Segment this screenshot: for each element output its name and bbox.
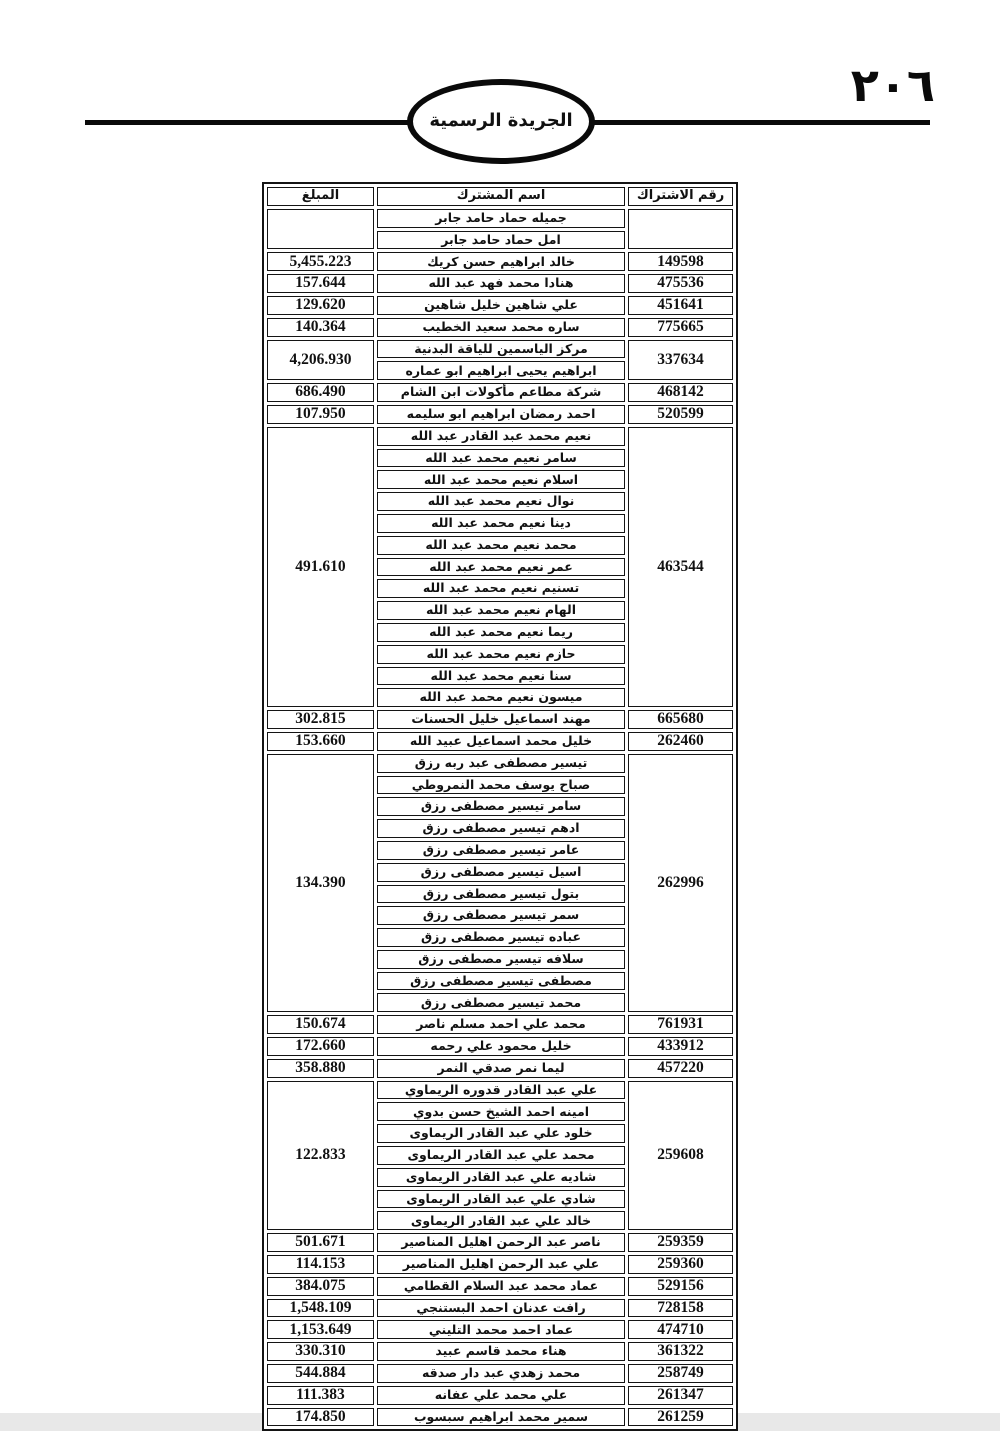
- subscriber-name-cell: علي عبد الرحمن اهليل المناصير: [377, 1255, 625, 1274]
- subscription-number-cell: [628, 209, 733, 250]
- amount-cell: 1,548.109: [267, 1299, 374, 1318]
- subscription-number-cell: 259608: [628, 1081, 733, 1231]
- table-row: [267, 1342, 733, 1361]
- subscriber-name-cell: دينا نعيم محمد عبد الله: [377, 514, 625, 533]
- amount-cell: 330.310: [267, 1342, 374, 1361]
- subscriber-name-cell: سامر تيسير مصطفى رزق: [377, 797, 625, 816]
- subscriber-name-cell: بتول تيسير مصطفى رزق: [377, 885, 625, 904]
- amount-cell: 174.850: [267, 1408, 374, 1427]
- subscriber-name-cell: عماد احمد محمد التليني: [377, 1320, 625, 1339]
- table-row: [267, 1299, 733, 1318]
- table-row: [267, 274, 733, 293]
- subscriber-name-cell: سنا نعيم محمد عبد الله: [377, 667, 625, 686]
- col-header-subscriber-name: اسم المشترك: [377, 187, 625, 206]
- gazette-banner-oval: [407, 79, 595, 164]
- subscriber-name-cell: شركة مطاعم مأكولات ابن الشام: [377, 383, 625, 402]
- table-row: [267, 340, 733, 359]
- table-row: [267, 383, 733, 402]
- amount-cell: 686.490: [267, 383, 374, 402]
- amount-cell: 150.674: [267, 1015, 374, 1034]
- subscriber-name-cell: محمد زهدي عبد دار صدقه: [377, 1364, 625, 1383]
- amount-cell: 111.383: [267, 1386, 374, 1405]
- subscription-number-cell: 361322: [628, 1342, 733, 1361]
- subscriber-name-cell: ادهم تيسير مصطفى رزق: [377, 819, 625, 838]
- subscriber-name-cell: محمد تيسير مصطفى رزق: [377, 993, 625, 1012]
- table-row: [267, 1015, 733, 1034]
- subscription-number-cell: 665680: [628, 710, 733, 729]
- table-row: [267, 209, 733, 228]
- subscriber-name-cell: مصطفى تيسير مصطفى رزق: [377, 972, 625, 991]
- table-row: [267, 1277, 733, 1296]
- table-row: [267, 405, 733, 424]
- subscriber-name-cell: ابراهيم يحيى ابراهيم ابو عماره: [377, 361, 625, 380]
- subscriber-name-cell: عمر نعيم محمد عبد الله: [377, 558, 625, 577]
- table-row: [267, 1408, 733, 1427]
- amount-cell: 4,206.930: [267, 340, 374, 381]
- table-row: [267, 318, 733, 337]
- subscriber-name-cell: جميله حماد حامد جابر: [377, 209, 625, 228]
- amount-cell: 153.660: [267, 732, 374, 751]
- amount-cell: 1,153.649: [267, 1320, 374, 1339]
- subscriber-name-cell: محمد نعيم محمد عبد الله: [377, 536, 625, 555]
- table-row: [267, 1255, 733, 1274]
- subscriber-name-cell: سمير محمد ابراهيم سبسوب: [377, 1408, 625, 1427]
- subscription-number-cell: 474710: [628, 1320, 733, 1339]
- subscriber-name-cell: عماد محمد عبد السلام القطامي: [377, 1277, 625, 1296]
- subscription-number-cell: 457220: [628, 1059, 733, 1078]
- amount-cell: 501.671: [267, 1233, 374, 1252]
- subscription-number-cell: 261347: [628, 1386, 733, 1405]
- subscriber-name-cell: علي شاهين خليل شاهين: [377, 296, 625, 315]
- subscription-number-cell: 761931: [628, 1015, 733, 1034]
- amount-cell: 5,455.223: [267, 252, 374, 271]
- table-row: [267, 1386, 733, 1405]
- subscriber-name-cell: تسنيم نعيم محمد عبد الله: [377, 579, 625, 598]
- amount-cell: 358.880: [267, 1059, 374, 1078]
- subscription-number-cell: 258749: [628, 1364, 733, 1383]
- subscriber-name-cell: امينه احمد الشيخ حسن بدوي: [377, 1102, 625, 1121]
- subscription-number-cell: 262460: [628, 732, 733, 751]
- subscription-number-cell: 475536: [628, 274, 733, 293]
- subscriber-name-cell: شاديه علي عبد القادر الريماوى: [377, 1168, 625, 1187]
- subscription-number-cell: 468142: [628, 383, 733, 402]
- subscribers-table-body: [267, 209, 733, 1427]
- subscriber-name-cell: ريما نعيم محمد عبد الله: [377, 623, 625, 642]
- subscriber-name-cell: ناصر عبد الرحمن اهليل المناصير: [377, 1233, 625, 1252]
- subscription-number-cell: 262996: [628, 754, 733, 1013]
- subscriber-name-cell: الهام نعيم محمد عبد الله: [377, 601, 625, 620]
- subscriber-name-cell: مركز الياسمين للياقة البدنية: [377, 340, 625, 359]
- subscriber-name-cell: نوال نعيم محمد عبد الله: [377, 492, 625, 511]
- table-row: [267, 1233, 733, 1252]
- subscriber-name-cell: اسلام نعيم محمد عبد الله: [377, 470, 625, 489]
- amount-cell: 134.390: [267, 754, 374, 1013]
- subscriber-name-cell: علي عبد القادر قدوره الريماوي: [377, 1081, 625, 1100]
- amount-cell: 384.075: [267, 1277, 374, 1296]
- col-header-amount: المبلغ: [267, 187, 374, 206]
- gazette-title: الجريدة الرسمية: [429, 110, 573, 131]
- col-header-subscription-number: رقم الاشتراك: [628, 187, 733, 206]
- subscription-number-cell: 259359: [628, 1233, 733, 1252]
- page-number: ٢٠٦: [850, 58, 935, 112]
- subscription-number-cell: 261259: [628, 1408, 733, 1427]
- subscriber-name-cell: هنادا محمد فهد عبد الله: [377, 274, 625, 293]
- table-row: [267, 1320, 733, 1339]
- subscriber-name-cell: نعيم محمد عبد القادر عبد الله: [377, 427, 625, 446]
- subscription-number-cell: 775665: [628, 318, 733, 337]
- subscriber-name-cell: حازم نعيم محمد عبد الله: [377, 645, 625, 664]
- subscriber-name-cell: اسيل تيسير مصطفى رزق: [377, 863, 625, 882]
- table-row: [267, 754, 733, 773]
- amount-cell: 122.833: [267, 1081, 374, 1231]
- subscriber-name-cell: امل حماد حامد جابر: [377, 231, 625, 250]
- subscriber-name-cell: هناء محمد قاسم عبيد: [377, 1342, 625, 1361]
- subscriber-name-cell: محمد علي عبد القادر الريماوى: [377, 1146, 625, 1165]
- subscriber-name-cell: خليل محمد اسماعيل عبيد الله: [377, 732, 625, 751]
- amount-cell: 140.364: [267, 318, 374, 337]
- subscriber-name-cell: خالد ابراهيم حسن كريك: [377, 252, 625, 271]
- table-header-row: [267, 187, 733, 206]
- subscriber-name-cell: سلافه تيسير مصطفى رزق: [377, 950, 625, 969]
- table-row: [267, 1037, 733, 1056]
- table-row: [267, 296, 733, 315]
- subscriber-name-cell: خلود علي عبد القادر الريماوى: [377, 1124, 625, 1143]
- subscription-number-cell: 728158: [628, 1299, 733, 1318]
- table-row: [267, 732, 733, 751]
- subscriber-name-cell: ساره محمد سعيد الخطيب: [377, 318, 625, 337]
- subscriber-name-cell: ليما نمر صدقي النمر: [377, 1059, 625, 1078]
- subscriber-name-cell: عباده تيسير مصطفى رزق: [377, 928, 625, 947]
- subscriber-name-cell: عامر تيسير مصطفى رزق: [377, 841, 625, 860]
- subscriber-name-cell: سامر نعيم محمد عبد الله: [377, 449, 625, 468]
- subscription-number-cell: 520599: [628, 405, 733, 424]
- subscription-number-cell: 149598: [628, 252, 733, 271]
- amount-cell: [267, 209, 374, 250]
- amount-cell: 544.884: [267, 1364, 374, 1383]
- table-row: [267, 1364, 733, 1383]
- subscriber-name-cell: ميسون نعيم محمد عبد الله: [377, 688, 625, 707]
- subscription-number-cell: 337634: [628, 340, 733, 381]
- amount-cell: 114.153: [267, 1255, 374, 1274]
- subscriber-name-cell: صباح يوسف محمد النمروطي: [377, 776, 625, 795]
- subscription-number-cell: 259360: [628, 1255, 733, 1274]
- subscriber-name-cell: خالد علي عبد القادر الريماوى: [377, 1211, 625, 1230]
- amount-cell: 172.660: [267, 1037, 374, 1056]
- amount-cell: 491.610: [267, 427, 374, 707]
- subscriber-name-cell: احمد رمضان ابراهيم ابو سليمه: [377, 405, 625, 424]
- subscriber-name-cell: سمر تيسير مصطفى رزق: [377, 906, 625, 925]
- subscriber-name-cell: رافت عدنان احمد البستنجي: [377, 1299, 625, 1318]
- subscriber-name-cell: علي محمد علي عفانه: [377, 1386, 625, 1405]
- table-row: [267, 1059, 733, 1078]
- subscriber-name-cell: محمد علي احمد مسلم ناصر: [377, 1015, 625, 1034]
- subscriber-name-cell: شادي علي عبد القادر الريماوى: [377, 1190, 625, 1209]
- amount-cell: 107.950: [267, 405, 374, 424]
- table-row: [267, 710, 733, 729]
- table-row: [267, 427, 733, 446]
- subscription-number-cell: 529156: [628, 1277, 733, 1296]
- subscriber-name-cell: تيسير مصطفى عبد ربه رزق: [377, 754, 625, 773]
- subscription-number-cell: 433912: [628, 1037, 733, 1056]
- subscription-number-cell: 463544: [628, 427, 733, 707]
- subscriber-name-cell: مهند اسماعيل خليل الحسنات: [377, 710, 625, 729]
- table-row: [267, 252, 733, 271]
- table-row: [267, 1081, 733, 1100]
- subscribers-table: [262, 182, 738, 1431]
- subscriber-name-cell: خليل محمود علي رحمه: [377, 1037, 625, 1056]
- amount-cell: 157.644: [267, 274, 374, 293]
- amount-cell: 302.815: [267, 710, 374, 729]
- subscription-number-cell: 451641: [628, 296, 733, 315]
- amount-cell: 129.620: [267, 296, 374, 315]
